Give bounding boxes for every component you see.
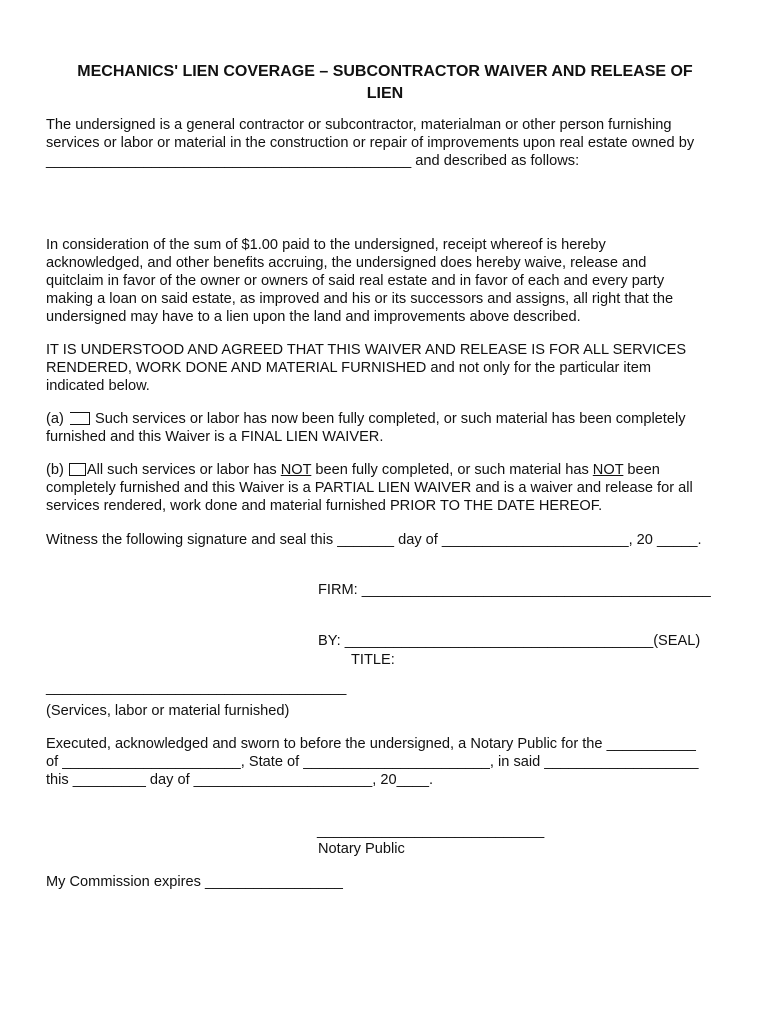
intro-line: _____________________________________________ and described as follows: xyxy=(46,153,580,169)
executed-line: this _________ day of ______________________, 20____. xyxy=(46,772,434,788)
notary-caption: Notary Public xyxy=(318,841,405,857)
intro-line: The undersigned is a general contractor or subcontractor, materialman or other person furnishing xyxy=(46,117,672,133)
services-caption: (Services, labor or material furnished) xyxy=(46,703,290,719)
commission-expires: My Commission expires _________________ xyxy=(46,874,343,890)
option-b-line-3: services rendered, work done and material furnished PRIOR TO THE DATE HEREOF. xyxy=(46,498,603,514)
services-signature-line: _____________________________________ xyxy=(46,680,347,696)
title-line-2: LIEN xyxy=(366,85,404,102)
consideration-line: acknowledged, and other benefits accruing, the undersigned does hereby waive, release and xyxy=(46,255,647,271)
option-b-text-b: been fully completed, or such material has xyxy=(311,462,593,478)
option-a-label: (a) xyxy=(46,411,64,427)
executed-line: of ______________________, State of _______________________, in said ___________________ xyxy=(46,754,699,770)
option-b-line-2: completely furnished and this Waiver is a PARTIAL LIEN WAIVER and is a waiver and release for all xyxy=(46,480,693,496)
intro-paragraph xyxy=(46,116,736,170)
title-line-1: MECHANICS' LIEN COVERAGE – SUBCONTRACTOR WAIVER AND RELEASE OF xyxy=(77,63,693,80)
option-a-text: Such services or labor has now been fully completed, or such material has been completely xyxy=(94,411,686,427)
firm-field: FIRM: ___________________________________________ xyxy=(318,582,711,598)
consideration-line: undersigned may have to a lien upon the land and improvements above described. xyxy=(46,309,581,325)
understood-paragraph xyxy=(46,341,736,395)
consideration-paragraph xyxy=(46,236,736,326)
consideration-line: In consideration of the sum of $1.00 paid to the undersigned, receipt whereof is hereby xyxy=(46,237,606,253)
option-a xyxy=(46,410,736,446)
understood-line: indicated below. xyxy=(46,378,150,394)
consideration-line: making a loan on said estate, as improved and his or its successors and assigns, all right that the xyxy=(46,291,674,307)
option-a-line-2: furnished and this Waiver is a FINAL LIEN WAIVER. xyxy=(46,429,384,445)
notary-signature-line: ____________________________ xyxy=(317,823,545,839)
understood-line: IT IS UNDERSTOOD AND AGREED THAT THIS WAIVER AND RELEASE IS FOR ALL SERVICES xyxy=(46,342,687,358)
executed-line: Executed, acknowledged and sworn to before the undersigned, a Notary Public for the ___________ xyxy=(46,736,696,752)
document-title xyxy=(40,61,730,105)
option-b-text-a: All such services or labor has xyxy=(86,462,281,478)
executed-paragraph xyxy=(46,735,736,789)
title-field-label: TITLE: xyxy=(351,652,395,668)
by-field: BY: ______________________________________(SEAL) xyxy=(318,633,701,649)
option-b xyxy=(46,461,736,515)
intro-line: services or labor or material in the construction or repair of improvements upon real estate owned by xyxy=(46,135,695,151)
consideration-line: quitclaim in favor of the owner or owners of said real estate and in favor of each and every party xyxy=(46,273,665,289)
option-b-label: (b) xyxy=(46,462,64,478)
option-b-not-1: NOT xyxy=(280,462,312,478)
option-b-checkbox[interactable] xyxy=(69,463,86,476)
witness-line: Witness the following signature and seal this _______ day of _______________________, 20 _____. xyxy=(46,532,702,548)
option-a-checkbox[interactable] xyxy=(70,412,90,425)
option-b-not-2: NOT xyxy=(592,462,624,478)
understood-line: RENDERED, WORK DONE AND MATERIAL FURNISHED and not only for the particular item xyxy=(46,360,651,376)
option-b-text-c: been xyxy=(623,462,660,478)
